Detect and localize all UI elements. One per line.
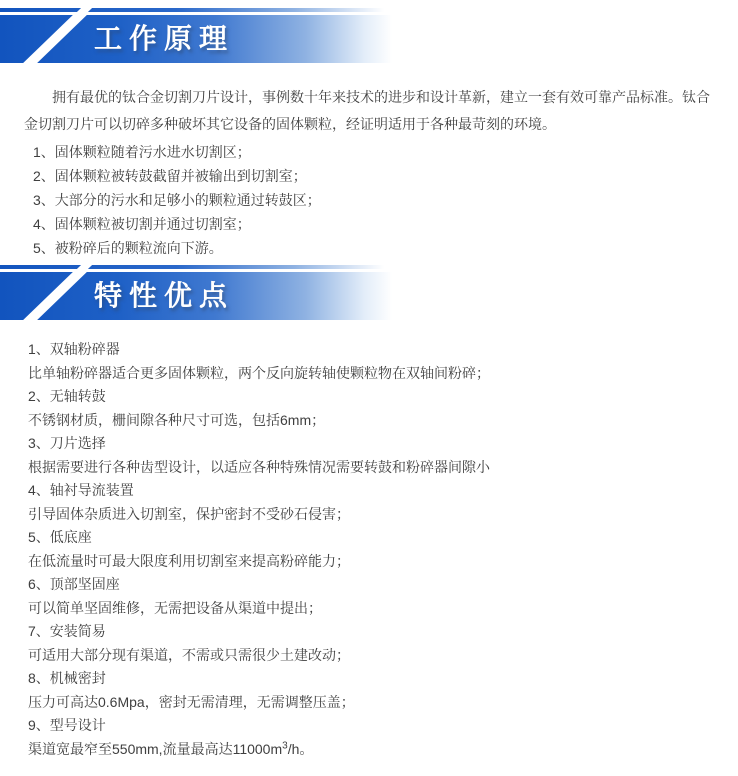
- section-features: [0, 265, 738, 761]
- feature-description-text: 渠道宽最窄至550mm,流量最高达11000m: [28, 740, 283, 757]
- feature-description: 可以简单坚固维修，无需把设备从渠道中提出；: [28, 599, 322, 616]
- feature-description: 比单轴粉碎器适合更多固体颗粒，两个反向旋转轴使颗粒物在双轴间粉碎；: [28, 364, 490, 381]
- feature-heading: 2、无轴转鼓: [28, 388, 106, 404]
- principle-steps-list: [33, 140, 738, 260]
- features-banner: [0, 265, 392, 320]
- feature-heading: 4、轴衬导流装置: [28, 482, 134, 498]
- principle-step: 1、固体颗粒随着污水进水切割区；: [33, 144, 251, 160]
- cubic-meter-superscript: 3: [282, 739, 288, 751]
- feature-description: 不锈钢材质，栅间隙各种尺寸可选，包括6mm；: [28, 411, 326, 428]
- feature-description: 压力可高达0.6Mpa，密封无需清理，无需调整压盖；: [28, 693, 355, 710]
- banner-top-strip: [0, 8, 392, 12]
- banner-strip-notch: [77, 8, 92, 12]
- feature-description-text: /h。: [287, 740, 314, 757]
- feature-heading: 5、低底座: [28, 529, 92, 545]
- feature-heading: 7、安装简易: [28, 623, 106, 639]
- working-principle-title: 工作原理: [94, 23, 235, 54]
- banner-strip-notch: [77, 265, 92, 269]
- features-list: [28, 338, 738, 761]
- feature-heading: 6、顶部坚固座: [28, 576, 120, 592]
- principle-step: 3、大部分的污水和足够小的颗粒通过转鼓区；: [33, 192, 321, 208]
- principle-intro-paragraph: 拥有最优的钛合金切割刀片设计，事例数十年来技术的进步和设计革新，建立一套有效可靠产品标准。钛合金切割刀片可以切碎多种破坏其它设备的固体颗粒，经证明适用于各种最苛刻的环境。: [24, 89, 710, 132]
- feature-heading: 9、型号设计: [28, 717, 106, 733]
- principle-step: 4、固体颗粒被切割并通过切割室；: [33, 216, 251, 232]
- banner-top-strip: [0, 265, 392, 269]
- feature-heading: 8、机械密封: [28, 670, 106, 686]
- feature-heading: 1、双轴粉碎器: [28, 341, 120, 357]
- product-detail-page: [0, 8, 738, 761]
- feature-description: 根据需要进行各种齿型设计，以适应各种特殊情况需要转鼓和粉碎器间隙小: [28, 458, 490, 475]
- feature-heading: 3、刀片选择: [28, 435, 106, 451]
- feature-description: 可适用大部分现有渠道，不需或只需很少土建改动；: [28, 646, 350, 663]
- feature-description: 引导固体杂质进入切割室，保护密封不受砂石侵害；: [28, 505, 350, 522]
- feature-description: [28, 738, 738, 762]
- principle-step: 5、被粉碎后的颗粒流向下游。: [33, 240, 223, 256]
- section-working-principle: [0, 8, 738, 260]
- working-principle-banner: [0, 8, 392, 63]
- feature-description: 在低流量时可最大限度利用切割室来提高粉碎能力；: [28, 552, 350, 569]
- principle-step: 2、固体颗粒被转鼓截留并被输出到切割室；: [33, 168, 307, 184]
- features-title: 特性优点: [94, 280, 235, 311]
